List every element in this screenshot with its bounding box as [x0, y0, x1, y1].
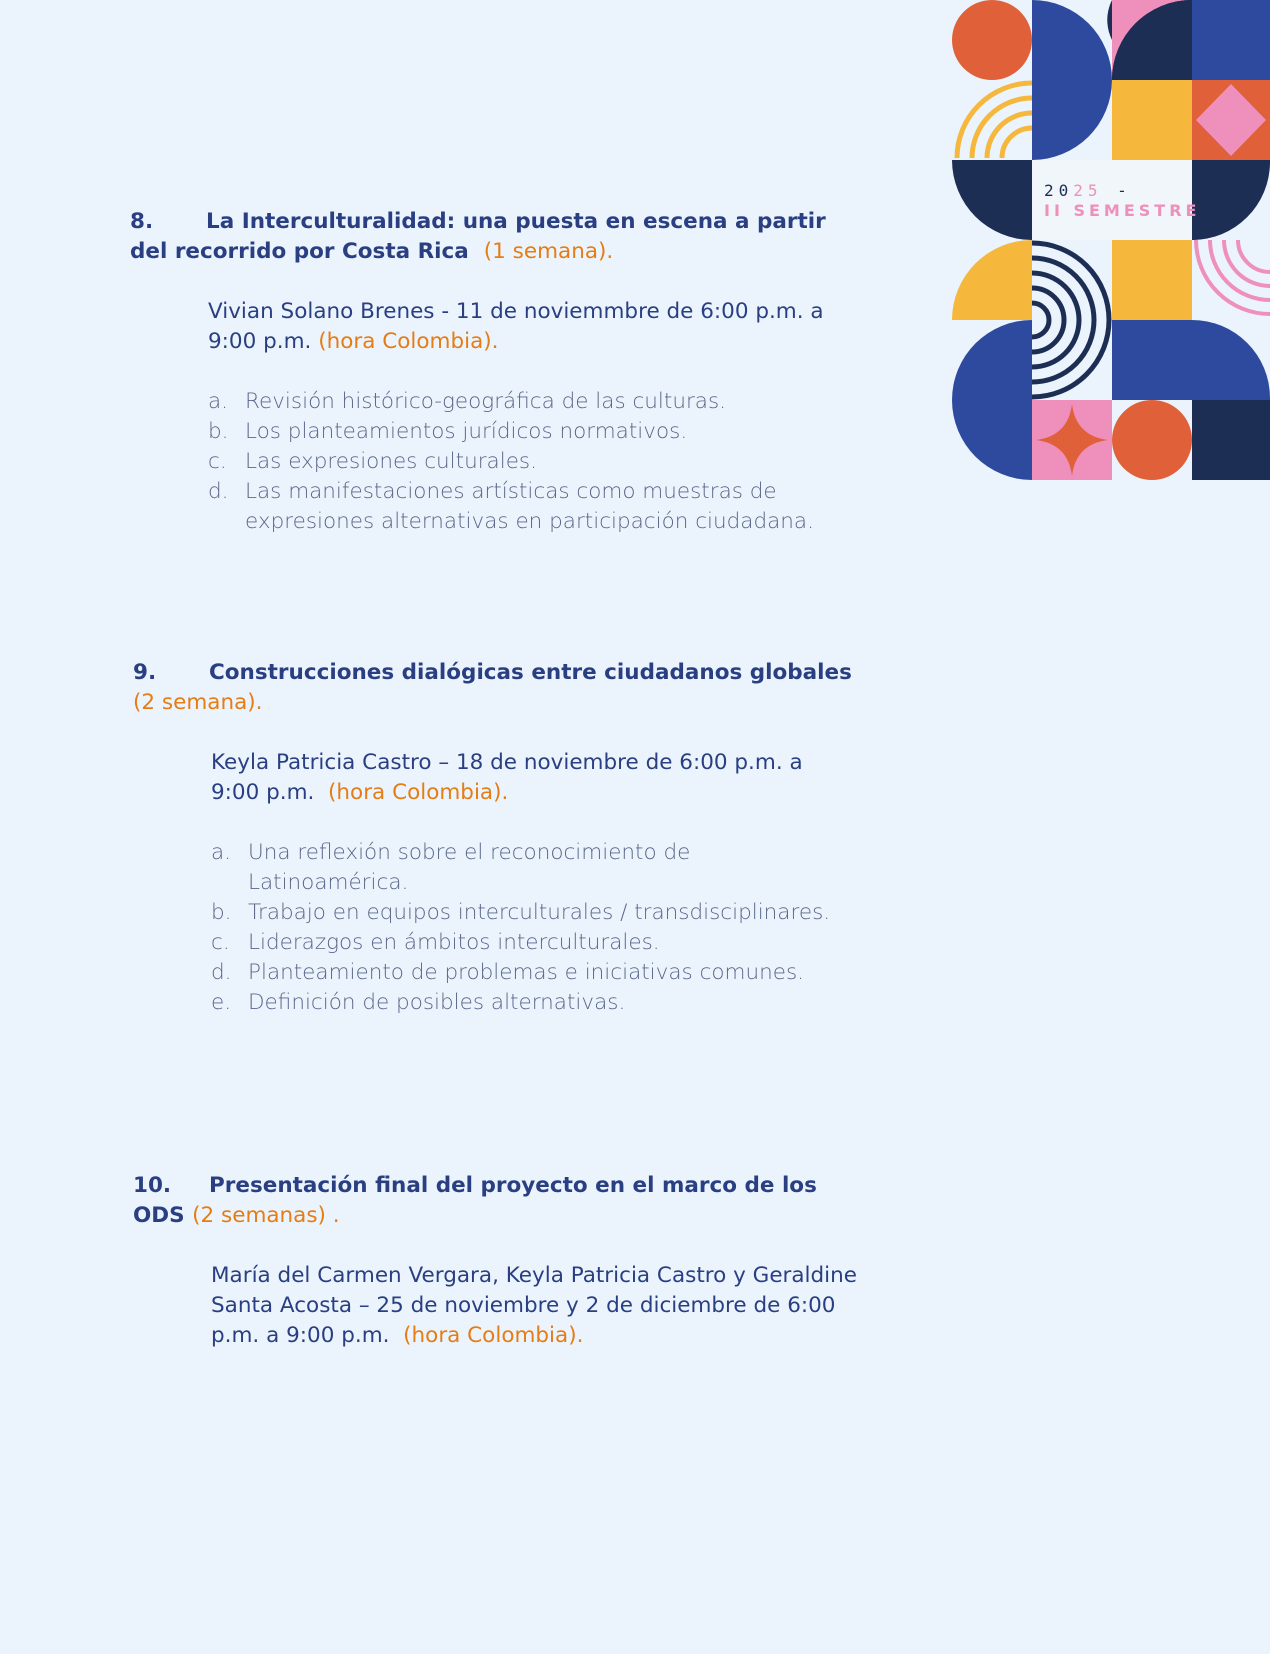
- speaker-line: [208, 297, 850, 357]
- timezone-label: (hora Colombia).: [318, 329, 499, 354]
- orange-arcs-shape: [957, 83, 1032, 158]
- navy-concentric-arcs-shape: [1032, 243, 1109, 397]
- topic-list: [208, 387, 850, 537]
- list-item: b. Trabajo en equipos interculturales / transdisciplinares.: [211, 900, 831, 925]
- list-item: a. Una reflexión sobre el reconocimiento de Latinoamérica.: [211, 840, 691, 895]
- section-10: [133, 1171, 873, 1351]
- duration-label: (1 semana).: [483, 239, 614, 264]
- section-title-text: La Interculturalidad: una puesta en escena a partir del recorrido por Costa Rica: [130, 209, 826, 264]
- topic-list: [211, 838, 853, 1018]
- orange-circle-shape: [952, 0, 1032, 80]
- section-title: [130, 207, 850, 267]
- section-title: [133, 658, 853, 718]
- yellow-quarter-shape: [952, 240, 1032, 320]
- list-item: c. Liderazgos en ámbitos interculturales.: [211, 930, 660, 955]
- section-8: [130, 207, 850, 537]
- speaker-text: María del Carmen Vergara, Keyla Patricia Castro y Geraldine Santa Acosta – 25 de noviembre y 2 de diciembre de 6:00 p.m. a 9:00 p.m.: [211, 1263, 858, 1348]
- section-title: [133, 1171, 873, 1231]
- speaker-line: [211, 748, 853, 808]
- speaker-text: Vivian Solano Brenes - 11 de noviemmbre de 6:00 p.m. a 9:00 p.m.: [208, 299, 824, 354]
- timezone-label: (hora Colombia).: [403, 1323, 584, 1348]
- timezone-label: (hora Colombia).: [328, 780, 509, 805]
- list-item: d. Planteamiento de problemas e iniciativas comunes.: [211, 960, 805, 985]
- list-item: e. Definición de posibles alternativas.: [211, 990, 626, 1015]
- list-item: c. Las expresiones culturales.: [208, 449, 537, 474]
- section-9: [133, 658, 853, 1018]
- section-title-text: Presentación final del proyecto en el marco de los ODS: [133, 1173, 817, 1228]
- blue-half-circle-shape: [1032, 0, 1112, 160]
- year-label: 2025 -: [1044, 181, 1132, 200]
- yellow-square-shape: [1112, 80, 1192, 160]
- section-number: 10.: [133, 1173, 172, 1198]
- speaker-text: Keyla Patricia Castro – 18 de noviembre de 6:00 p.m. a 9:00 p.m.: [211, 750, 803, 805]
- section-title-text: Construcciones dialógicas entre ciudadanos globales: [209, 660, 852, 685]
- decorative-geometric-art: [952, 0, 1270, 480]
- list-item: d. Las manifestaciones artísticas como muestras de expresiones alternativas en participación ciudadana.: [208, 479, 814, 534]
- list-item: a. Revisión histórico-geográfica de las culturas.: [208, 389, 727, 414]
- blue-left-half-circle-shape: [952, 320, 1032, 480]
- pink-arcs-shape: [1196, 240, 1270, 314]
- semester-label: II SEMESTRE: [1044, 201, 1201, 220]
- duration-label: (2 semanas) .: [192, 1203, 340, 1228]
- section-number: 8.: [130, 209, 154, 234]
- list-item: b. Los planteamientos jurídicos normativos.: [208, 419, 688, 444]
- duration-label: (2 semana).: [133, 690, 263, 715]
- speaker-line: [211, 1261, 873, 1351]
- section-number: 9.: [133, 660, 157, 685]
